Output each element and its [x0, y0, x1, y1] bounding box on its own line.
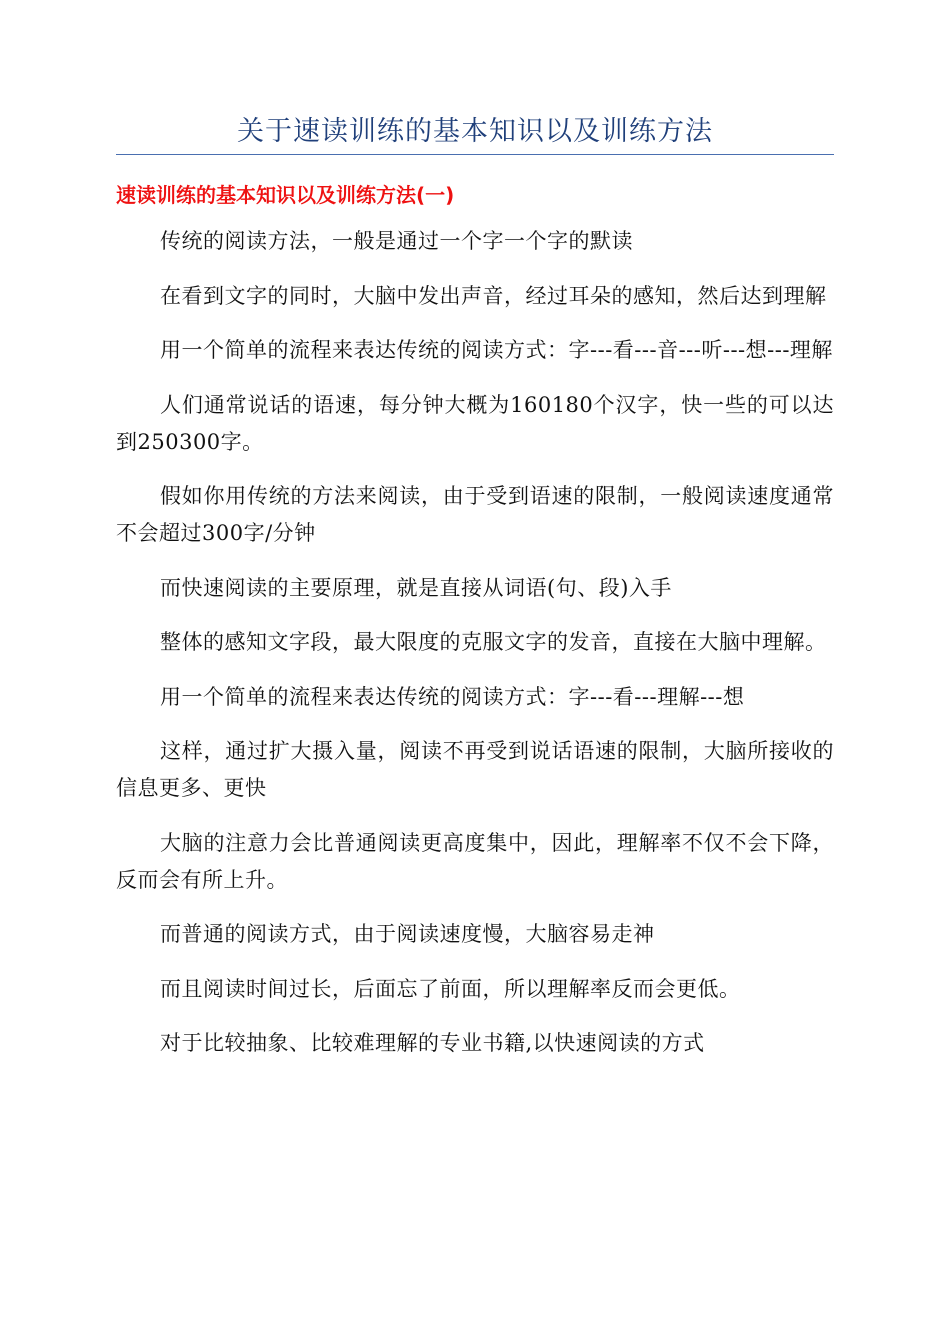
- paragraph: 在看到文字的同时，大脑中发出声音，经过耳朵的感知，然后达到理解: [160, 283, 827, 308]
- paragraph: 传统的阅读方法，一般是通过一个字一个字的默读: [160, 229, 633, 253]
- paragraph: 这样，通过扩大摄入量，阅读不再受到说话语速的限制，大脑所接收的信息更多、更快: [116, 739, 834, 800]
- document-title: 关于速读训练的基本知识以及训练方法: [237, 116, 713, 147]
- paragraph: 而且阅读时间过长，后面忘了前面，所以理解率反而会更低。: [160, 976, 741, 1001]
- title-underline: [116, 154, 834, 155]
- paragraph: 用一个简单的流程来表达传统的阅读方式：字---看---音---听---想---理解: [160, 338, 833, 362]
- paragraph: 假如你用传统的方法来阅读，由于受到语速的限制，一般阅读速度通常不会超过300字/分钟: [116, 484, 834, 545]
- paragraph: 整体的感知文字段，最大限度的克服文字的发音，直接在大脑中理解。: [160, 630, 827, 654]
- paragraph: 人们通常说话的语速，每分钟大概为160180个汉字，快一些的可以达到250300字。: [116, 392, 834, 454]
- paragraph: 对于比较抽象、比较难理解的专业书籍,以快速阅读的方式: [160, 1031, 705, 1055]
- paragraph: 用一个简单的流程来表达传统的阅读方式：字---看---理解---想: [160, 684, 745, 709]
- section-heading: 速读训练的基本知识以及训练方法(一): [116, 183, 455, 207]
- paragraph: 而快速阅读的主要原理，就是直接从词语(句、段)入手: [160, 575, 672, 600]
- paragraph: 大脑的注意力会比普通阅读更高度集中，因此，理解率不仅不会下降，反而会有所上升。: [116, 830, 834, 892]
- paragraph: 而普通的阅读方式，由于阅读速度慢，大脑容易走神: [160, 922, 655, 946]
- body-text: [116, 223, 834, 1080]
